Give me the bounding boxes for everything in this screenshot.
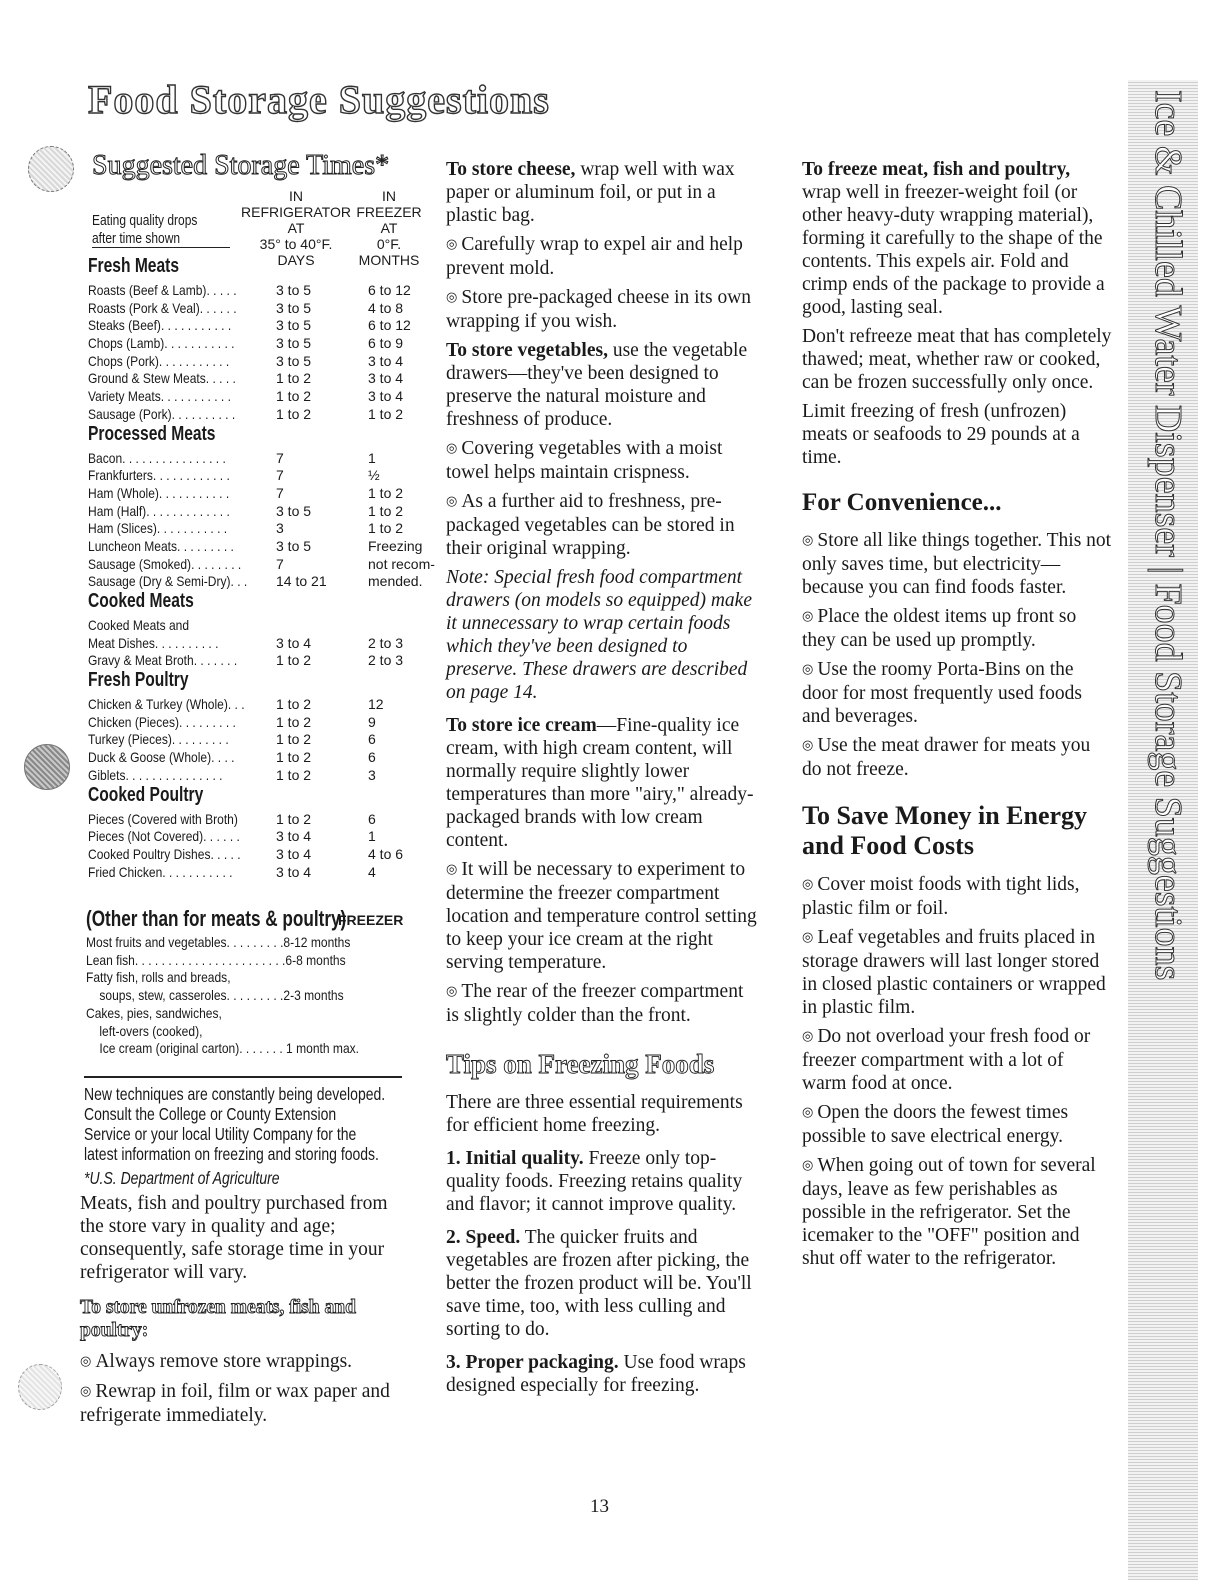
page-number: 13 bbox=[590, 1496, 609, 1517]
storage-row bbox=[88, 317, 428, 335]
page-title: Food Storage Suggestions bbox=[88, 77, 550, 122]
refrigerator-days: 3 to 5 bbox=[276, 335, 312, 352]
freezer-months: ½ bbox=[368, 467, 380, 484]
storage-food-name: Cooked Meats and bbox=[88, 617, 190, 633]
storage-row bbox=[88, 467, 428, 485]
refrigerator-days: 1 to 2 bbox=[276, 652, 312, 669]
storage-food-name: Luncheon Meats. . . . . . . . . bbox=[88, 537, 234, 554]
freezer-months: 6 bbox=[368, 731, 376, 748]
storage-food-name: Chops (Pork). . . . . . . . . . . bbox=[88, 352, 230, 369]
storage-row bbox=[88, 767, 428, 785]
storage-food-name: Roasts (Beef & Lamb). . . . . bbox=[88, 282, 237, 298]
other-food-row: soups, stew, casseroles. . . . . . . . .2-3 months bbox=[86, 987, 344, 1004]
storage-row bbox=[88, 652, 428, 670]
unfrozen-heading: To store unfrozen meats, fish and poultry: bbox=[80, 1297, 356, 1341]
storage-food-name: Ham (Half). . . . . . . . . . . . . bbox=[88, 502, 230, 519]
refrigerator-days: 3 to 5 bbox=[276, 352, 312, 369]
refrigerator-days: 3 to 4 bbox=[276, 634, 312, 651]
storage-times-heading: Suggested Storage Times* bbox=[92, 150, 390, 181]
col3-text bbox=[802, 158, 1112, 1276]
other-food-row: Lean fish. . . . . . . . . . . . . . . . . . . . . . .6-8 months bbox=[86, 951, 346, 968]
refrigerator-days: 1 to 2 bbox=[276, 405, 312, 422]
col2-text bbox=[446, 158, 760, 1403]
storage-food-name: Chicken & Turkey (Whole). . . bbox=[88, 696, 245, 713]
refrigerator-days: 3 to 5 bbox=[276, 537, 312, 554]
refrigerator-days: 3 to 5 bbox=[276, 282, 312, 298]
purchase-quality-paragraph: Meats, fish and poultry purchased from the store vary in quality and age; consequently, safe storage time in your refrigerator will vary. bbox=[80, 1193, 388, 1283]
vegetables-bullet: ◎ As a further aid to freshness, pre-packaged vegetables can be stored in their original wrapping. bbox=[446, 490, 760, 560]
freezer-months: 2 to 3 bbox=[368, 652, 404, 669]
freezer-months: 1 to 2 bbox=[368, 484, 404, 501]
storage-row bbox=[88, 450, 428, 468]
storage-food-name: Sausage (Dry & Semi-Dry). . . bbox=[88, 573, 248, 590]
storage-food-name: Sausage (Pork). . . . . . . . . . bbox=[88, 405, 236, 422]
storage-row bbox=[88, 714, 428, 732]
storage-row bbox=[88, 406, 428, 424]
binder-hole-middle bbox=[24, 744, 70, 790]
refrigerator-days: 3 to 5 bbox=[276, 317, 312, 334]
storage-row bbox=[88, 696, 428, 714]
storage-row bbox=[88, 282, 428, 300]
refrigerator-days: 3 to 4 bbox=[276, 828, 312, 845]
storage-category-heading: Cooked Meats bbox=[88, 590, 194, 612]
refrigerator-days: 3 to 4 bbox=[276, 845, 312, 862]
freezer-months: 6 to 12 bbox=[368, 317, 411, 334]
storage-food-name: Meat Dishes. . . . . . . . . . bbox=[88, 634, 219, 651]
convenience-bullet: ◎ Use the meat drawer for meats you do not freeze. bbox=[802, 734, 1112, 781]
techniques-note: New techniques are constantly being developed. Consult the College or County Extension Service or your local Utility Company for the latest information on freezing and storing foods. *U.S. Department of Agriculture bbox=[84, 1084, 386, 1188]
storage-category-heading: Fresh Meats bbox=[88, 255, 180, 277]
cheese-bullet: ◎ Store pre-packaged cheese in its own wrapping if you wish. bbox=[446, 286, 760, 333]
storage-row bbox=[88, 635, 428, 653]
freezer-column-header: IN FREEZER AT 0°F. MONTHS bbox=[356, 188, 422, 268]
freezer-months: mended. bbox=[368, 573, 423, 590]
storage-food-name: Fried Chicken. . . . . . . . . . . bbox=[88, 863, 233, 880]
storage-food-name: Cooked Poultry Dishes. . . . . bbox=[88, 845, 241, 862]
storage-row bbox=[88, 370, 428, 388]
storage-row bbox=[88, 846, 428, 864]
storage-row bbox=[88, 388, 428, 406]
storage-row bbox=[88, 749, 428, 767]
storage-row bbox=[88, 828, 428, 846]
storage-row bbox=[88, 520, 428, 538]
binder-hole-top bbox=[28, 146, 74, 192]
tip-packaging: 3. Proper packaging. Use food wraps designed especially for freezing. bbox=[446, 1352, 746, 1396]
storage-row bbox=[88, 573, 428, 591]
storage-row bbox=[88, 485, 428, 503]
refrigerator-days: 1 to 2 bbox=[276, 810, 312, 827]
storage-row bbox=[88, 811, 428, 829]
storage-food-name: Ham (Whole). . . . . . . . . . . bbox=[88, 484, 230, 501]
storage-food-name: Chicken (Pieces). . . . . . . . . bbox=[88, 713, 236, 730]
refrigerator-days: 3 to 5 bbox=[276, 299, 312, 316]
freezer-months: not recom- bbox=[368, 555, 435, 572]
refrigerator-days: 7 bbox=[276, 484, 284, 501]
eating-quality-note: Eating quality drops after time shown bbox=[92, 212, 198, 247]
freezer-months: 4 to 8 bbox=[368, 299, 404, 316]
storage-row bbox=[88, 353, 428, 371]
refreeze-paragraph: Don't refreeze meat that has completely thawed; meat, whether raw or cooked, can be frozen successfully only once. bbox=[802, 326, 1112, 393]
save-money-bullet: ◎ Open the doors the fewest times possible to save electrical energy. bbox=[802, 1101, 1112, 1148]
save-money-bullet: ◎ Leaf vegetables and fruits placed in storage drawers will last longer stored in closed plastic containers or wrapped in plastic film. bbox=[802, 926, 1112, 1019]
save-money-bullet: ◎ When going out of town for several days, leave as few perishables as possible in the refrigerator. Set the icemaker to the "OFF" position and shut off water to the refrigerator. bbox=[802, 1154, 1112, 1270]
freezer-months: 6 to 12 bbox=[368, 282, 411, 298]
refrigerator-days: 7 bbox=[276, 555, 284, 572]
freezer-months: 6 to 9 bbox=[368, 335, 404, 352]
freezer-months: 4 bbox=[368, 863, 376, 880]
storage-food-name: Chops (Lamb). . . . . . . . . . . bbox=[88, 335, 235, 352]
tip-initial-quality: 1. Initial quality. Freeze only top-quality foods. Freezing retains quality and flavor; it cannot improve quality. bbox=[446, 1148, 743, 1215]
refrigerator-days: 3 to 4 bbox=[276, 863, 312, 880]
section-tab-sidebar bbox=[1128, 80, 1198, 1580]
freezer-months: 3 to 4 bbox=[368, 370, 404, 387]
storage-food-name: Turkey (Pieces). . . . . . . . . bbox=[88, 731, 229, 748]
ice-cream-bullet: ◎ It will be necessary to experiment to determine the freezer compartment location and temperature control setting to keep your ice cream at the right serving temperature. bbox=[446, 858, 760, 974]
refrigerator-days: 1 to 2 bbox=[276, 370, 312, 387]
storage-category-heading: Cooked Poultry bbox=[88, 783, 204, 806]
refrigerator-days: 1 to 2 bbox=[276, 696, 312, 713]
other-food-row: Fatty fish, rolls and breads, bbox=[86, 969, 231, 986]
storage-food-name: Gravy & Meat Broth. . . . . . . bbox=[88, 652, 238, 669]
other-foods-list bbox=[86, 934, 416, 1058]
other-freezer-label: FREEZER bbox=[338, 912, 404, 928]
storage-category-heading: Processed Meats bbox=[88, 422, 216, 445]
freezer-months: 6 bbox=[368, 749, 376, 766]
storage-times-table bbox=[88, 255, 435, 881]
convenience-heading: For Convenience... bbox=[802, 489, 1002, 516]
freezer-months: 6 bbox=[368, 810, 376, 827]
refrigerator-days: 1 to 2 bbox=[276, 731, 312, 748]
convenience-bullet: ◎ Place the oldest items up front so they can be used up promptly. bbox=[802, 605, 1112, 652]
storage-food-name: Roasts (Pork & Veal). . . . . . bbox=[88, 299, 237, 316]
freezer-months: 4 to 6 bbox=[368, 845, 404, 862]
save-money-bullet: ◎ Cover moist foods with tight lids, plastic film or foil. bbox=[802, 873, 1112, 920]
cheese-bullet: ◎ Carefully wrap to expel air and help prevent mold. bbox=[446, 233, 760, 280]
freezer-months: 12 bbox=[368, 696, 384, 713]
refrigerator-days: 14 to 21 bbox=[276, 573, 327, 590]
ice-cream-paragraph: To store ice cream—Fine-quality ice cream, with high cream content, will normally require slightly lower temperatures than more "airy," already-packaged brands with low cream content. bbox=[446, 715, 754, 851]
storage-row bbox=[88, 731, 428, 749]
convenience-bullet: ◎ Store all like things together. This not only saves time, but electricity—because you can find foods faster. bbox=[802, 529, 1112, 599]
freezer-months: 1 to 2 bbox=[368, 405, 404, 422]
freezer-months: 9 bbox=[368, 713, 376, 730]
unfrozen-bullet: ◎ Rewrap in foil, film or wax paper and refrigerate immediately. bbox=[80, 1380, 402, 1427]
note-divider bbox=[84, 1076, 402, 1078]
refrigerator-days: 1 to 2 bbox=[276, 749, 312, 766]
storage-row bbox=[88, 617, 428, 635]
storage-food-name: Pieces (Covered with Broth) bbox=[88, 810, 238, 827]
storage-row bbox=[88, 864, 428, 882]
storage-food-name: Bacon. . . . . . . . . . . . . . . . bbox=[88, 449, 226, 466]
refrigerator-days: 3 bbox=[276, 520, 284, 537]
freeze-meat-paragraph: To freeze meat, fish and poultry, wrap well in freezer-weight foil (or other heavy-duty wrapping material), forming it carefully to the shape of the contents. This expels air. Fold and crimp ends of the package to provide a good, lasting seal. bbox=[802, 159, 1105, 318]
tips-heading: Tips on Freezing Foods bbox=[446, 1049, 715, 1079]
limit-paragraph: Limit freezing of fresh (unfrozen) meats or seafoods to 29 pounds at a time. bbox=[802, 401, 1080, 468]
storage-row bbox=[88, 555, 435, 574]
tips-intro: There are three essential requirements for efficient home freezing. bbox=[446, 1092, 743, 1136]
freezer-months: 1 bbox=[368, 449, 376, 466]
save-money-bullet: ◎ Do not overload your fresh food or freezer compartment with a lot of warm food at once. bbox=[802, 1025, 1112, 1095]
other-food-row: Ice cream (original carton). . . . . . . 1 month max. bbox=[86, 1040, 360, 1057]
vegetables-bullet: ◎ Covering vegetables with a moist towel helps maintain crispness. bbox=[446, 437, 760, 484]
freezer-months: 3 to 4 bbox=[368, 388, 404, 405]
vegetables-paragraph: To store vegetables, use the vegetable drawers—they've been designed to preserve the natural moisture and freshness of produce. bbox=[446, 340, 748, 430]
other-food-row: Cakes, pies, sandwiches, bbox=[86, 1004, 222, 1021]
section-tab-text: Ice & Chilled Water Dispenser | Food Storage Suggestions bbox=[1147, 90, 1189, 981]
refrigerator-column-header: IN REFRIGERATOR AT 35° to 40°F. DAYS bbox=[241, 188, 351, 268]
storage-row bbox=[88, 503, 428, 521]
freezer-months: 1 to 2 bbox=[368, 502, 404, 519]
tip-speed: 2. Speed. The quicker fruits and vegetables are frozen after picking, the better the frozen product will be. You'll save time, too, with less culling and sorting to do. bbox=[446, 1227, 752, 1340]
storage-food-name: Sausage (Smoked). . . . . . . . bbox=[88, 555, 242, 572]
storage-food-name: Pieces (Not Covered). . . . . . bbox=[88, 828, 240, 845]
refrigerator-days: 1 to 2 bbox=[276, 766, 312, 783]
convenience-bullet: ◎ Use the roomy Porta-Bins on the door for most frequently used foods and beverages. bbox=[802, 658, 1112, 728]
storage-food-name: Duck & Goose (Whole). . . . bbox=[88, 749, 235, 766]
storage-food-name: Ham (Slices). . . . . . . . . . . bbox=[88, 520, 228, 537]
other-food-row: Most fruits and vegetables. . . . . . . . .8-12 months bbox=[86, 934, 351, 950]
other-food-row: left-overs (cooked), bbox=[86, 1022, 203, 1039]
storage-food-name: Giblets. . . . . . . . . . . . . . . bbox=[88, 766, 223, 783]
eating-note-underline bbox=[92, 247, 230, 248]
unfrozen-bullet: ◎ Always remove store wrappings. bbox=[80, 1350, 402, 1374]
freezer-months: 1 to 2 bbox=[368, 520, 404, 537]
freezer-months: Freezing bbox=[368, 537, 423, 554]
ice-cream-bullet: ◎ The rear of the freezer compartment is slightly colder than the front. bbox=[446, 980, 760, 1027]
other-foods-heading: (Other than for meats & poultry) bbox=[86, 906, 347, 931]
storage-row bbox=[88, 335, 428, 353]
drawer-note: Note: Special fresh food compartment drawers (on models so equipped) make it unnecessary to wrap certain foods which they've been designed to preserve. These drawers are described on page 14. bbox=[446, 567, 752, 703]
save-money-heading: To Save Money in Energy and Food Costs bbox=[802, 801, 1088, 860]
col1-text bbox=[80, 1192, 402, 1433]
freezer-months: 3 bbox=[368, 766, 376, 783]
storage-row bbox=[88, 300, 428, 318]
storage-row bbox=[88, 538, 428, 556]
storage-category-heading: Fresh Poultry bbox=[88, 669, 189, 692]
freezer-months: 2 to 3 bbox=[368, 634, 404, 651]
storage-food-name: Frankfurters. . . . . . . . . . . . bbox=[88, 467, 230, 484]
refrigerator-days: 3 to 5 bbox=[276, 502, 312, 519]
storage-food-name: Variety Meats. . . . . . . . . . . bbox=[88, 388, 231, 405]
freezer-months: 1 bbox=[368, 828, 376, 845]
refrigerator-days: 7 bbox=[276, 449, 284, 466]
freezer-months: 3 to 4 bbox=[368, 352, 404, 369]
storage-food-name: Ground & Stew Meats. . . . . bbox=[88, 370, 236, 387]
other-foods-block bbox=[86, 906, 416, 1058]
refrigerator-days: 1 to 2 bbox=[276, 713, 312, 730]
cheese-paragraph: To store cheese, wrap well with wax paper or aluminum foil, or put in a plastic bag. bbox=[446, 159, 735, 226]
refrigerator-days: 1 to 2 bbox=[276, 388, 312, 405]
storage-food-name: Steaks (Beef). . . . . . . . . . . bbox=[88, 317, 232, 334]
refrigerator-days: 7 bbox=[276, 467, 284, 484]
binder-hole-bottom bbox=[18, 1364, 62, 1410]
